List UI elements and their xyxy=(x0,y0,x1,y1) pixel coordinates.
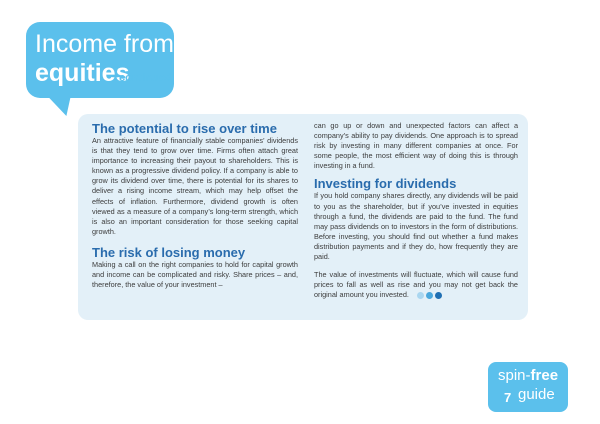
page-number: 7 xyxy=(504,390,512,405)
paragraph-potential-rise: An attractive feature of financially stable companies’ dividends is that they tend to grow over time. Firms often attach great importance to increasing their payout to shareholders. This is known as a progressive dividend policy. If a company is able to grow its dividend over time, there is potential for its shares to deliver a rising income stream, which may help offset the effects of inflation. Furthermore, dividend growth is often viewed as a measure of a company’s long-term strength, which is also an important consideration for those seeking capital growth. xyxy=(92,136,298,236)
paragraph-investing-dividends: If you hold company shares directly, any dividends will be paid to you as the shareholder, but if you’ve invested in equities through a fund, the dividends are paid to the fund. The fund may pass dividends on to investors in the form of distributions. Before investing, you should find out whether a fund makes distribution payments and if they do, how frequently they are paid. xyxy=(314,191,518,262)
value-fluctuate-text: The value of investments will fluctuate, which will cause fund prices to fall as well as rise and you may not get back the original amount you invested. xyxy=(314,270,518,300)
heading-investing-dividends: Investing for dividends xyxy=(314,176,457,192)
page-title-line2: equities xyxy=(35,59,130,87)
paragraph-value-fluctuate xyxy=(314,270,518,300)
spin-free-guide-logo xyxy=(488,362,568,412)
title-speech-bubble xyxy=(26,22,174,98)
paragraph-risk-continued: can go up or down and unexpected factors can affect a company’s ability to pay dividends. One approach is to spread risk by investing in many different companies at once. For some people, the most efficient way of doing this is through investing in a fund. xyxy=(314,121,518,171)
heading-potential-rise: The potential to rise over time xyxy=(92,121,277,136)
dot-mid-icon xyxy=(426,292,433,299)
paragraph-risk-losing-money: Making a call on the right companies to hold for capital growth and income can be complicated and risky. Share prices – and, therefore, the value of your investment – xyxy=(92,259,298,290)
heading-risk-losing-money: The risk of losing money xyxy=(92,244,246,260)
dot-light-icon xyxy=(417,292,424,299)
logo-spin: spin- xyxy=(498,367,531,384)
right-column xyxy=(314,121,518,300)
page-title-line1: Income from xyxy=(35,30,174,58)
dot-dark-icon xyxy=(435,292,442,299)
continued-label: continued xyxy=(119,72,172,84)
logo-brand xyxy=(498,367,558,384)
end-marker-dots xyxy=(417,290,444,300)
logo-guide: guide xyxy=(518,386,555,403)
logo-free: free xyxy=(530,367,559,384)
speech-bubble-tail xyxy=(44,92,81,116)
left-column xyxy=(92,121,298,290)
